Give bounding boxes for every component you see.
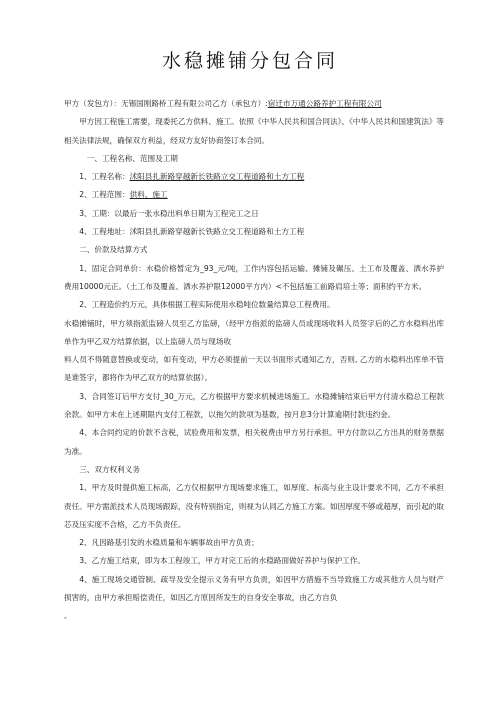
section-3-paragraph-4: 4、施工现场交通管制、疏导及安全提示义务有甲方负责，如因甲方措施不当导致施工方或其他方人员与财产损害的，由甲方承担赔偿责任，如因乙方原因所发生的自身安全事故，由乙方自负 <box>64 574 444 603</box>
section-2-paragraph-1: 1、固定合同单价：水稳价格暂定为_93_元/吨，工作内容包括运输、摊铺及碾压、土工布及覆盖、洒水养护费用10000元正。（土工布及覆盖、洒水养护限12000平方内）<不包括施工前路肩培土等；面积约平方米。 <box>64 263 444 291</box>
section-2-paragraph-5: 3、合同签订后甲方支付_30_万元，乙方根据甲方要求机械进场施工。水稳摊铺结束后甲方付清水稳总工程款余款。如甲方未在上述期限内支付工程款，以拖欠的款项为基数，按月息3分计算逾期付款违约金。 <box>64 391 444 420</box>
section-2-paragraph-2: 2、工程造价约万元，具体根据工程实际使用水稳吨位数量结算总工程费用。 <box>79 300 335 310</box>
section-3-paragraph-2: 2、凡因路基引发的水稳质量和车辆事故由甲方负责； <box>79 538 259 548</box>
section-2-paragraph-4: 料人员不得随意替换或变动，如有变动，甲方必须提前一天以书面形式通知乙方，否则, 乙方的水稳料出库单不管是谁签字，都将作为甲乙双方的结算依据）。 <box>64 355 444 383</box>
party-a-name: 无锡国刚路桥工程有限公司 <box>120 99 213 108</box>
section-2-paragraph-3: 水稳摊铺时，甲方须指派监磅人员至乙方监磅，（经甲方指派的监磅人员或现场收料人员签字后的乙方水稳料出库单作为甲乙双方结算依据，以上监磅人员与现场收 <box>64 318 444 346</box>
item-1-label: 1、工程名称： <box>79 172 130 182</box>
item-2-label: 2、工程范围： <box>79 190 130 200</box>
section-3-paragraph-3: 3、乙方施工结束，即为本工程竣工，甲方对完工后的水稳路面做好养护与保护工作。 <box>79 556 365 566</box>
intro-paragraph: 甲方因工程施工需要，现委托乙方供料、施工。依照《中华人民共和国合同法》、《中华人民共和国建筑法》等相关法律法规，确保双方利益，经双方友好协商签订本合同。 <box>64 117 444 145</box>
party-b-prefix: 乙方（承包方）: <box>212 99 268 108</box>
section-1-item-2 <box>64 186 444 204</box>
section-1-heading: 一、工程名称、范围及工期 <box>86 153 178 163</box>
party-a-prefix: 甲方（发包方）： <box>64 99 121 108</box>
section-1-item-1 <box>64 168 444 186</box>
section-3-heading: 三、双方权利义务 <box>79 464 140 474</box>
section-2-paragraph-6: 4、本合同约定的价款不含税，试验费用和发票，相关税费由甲方另行承担。甲方付款以乙方出具的财务票据为准。 <box>64 428 444 456</box>
section-3-paragraph-1: 1、甲方及时提供施工标高，乙方仅根据甲方现场要求施工，如厚度、标高与业主设计要求不同，乙方不承担责任。甲方需派技术人员现场跟踪，没有特别指定，则视为认同乙方施工方案。如因厚度不够或超厚，而引起的取芯及压实度不合格，乙方不负责任。 <box>64 483 444 529</box>
section-2-heading: 二、价款及结算方式 <box>79 245 148 255</box>
item-1-value: 沭阳县扎新路穿越新长铁路立交工程道路和土方工程 <box>129 172 305 182</box>
item-2-value: 供料、施工 <box>129 190 168 200</box>
section-3-paragraph-5: 。 <box>64 611 72 621</box>
document-title: 水稳摊铺分包合同 <box>161 50 338 72</box>
section-1-item-4: 4、工程地址：沭阳县扎新路穿越新长铁路立交工程道路和土方工程 <box>79 227 305 237</box>
document-body <box>64 95 444 626</box>
parties-line <box>64 95 444 113</box>
section-1-item-3: 3、工期：以最后一张水稳出料单日期为工程完工之日 <box>79 208 259 218</box>
party-b-name: 宿迁市万通公路养护工程有限公司 <box>267 99 382 108</box>
